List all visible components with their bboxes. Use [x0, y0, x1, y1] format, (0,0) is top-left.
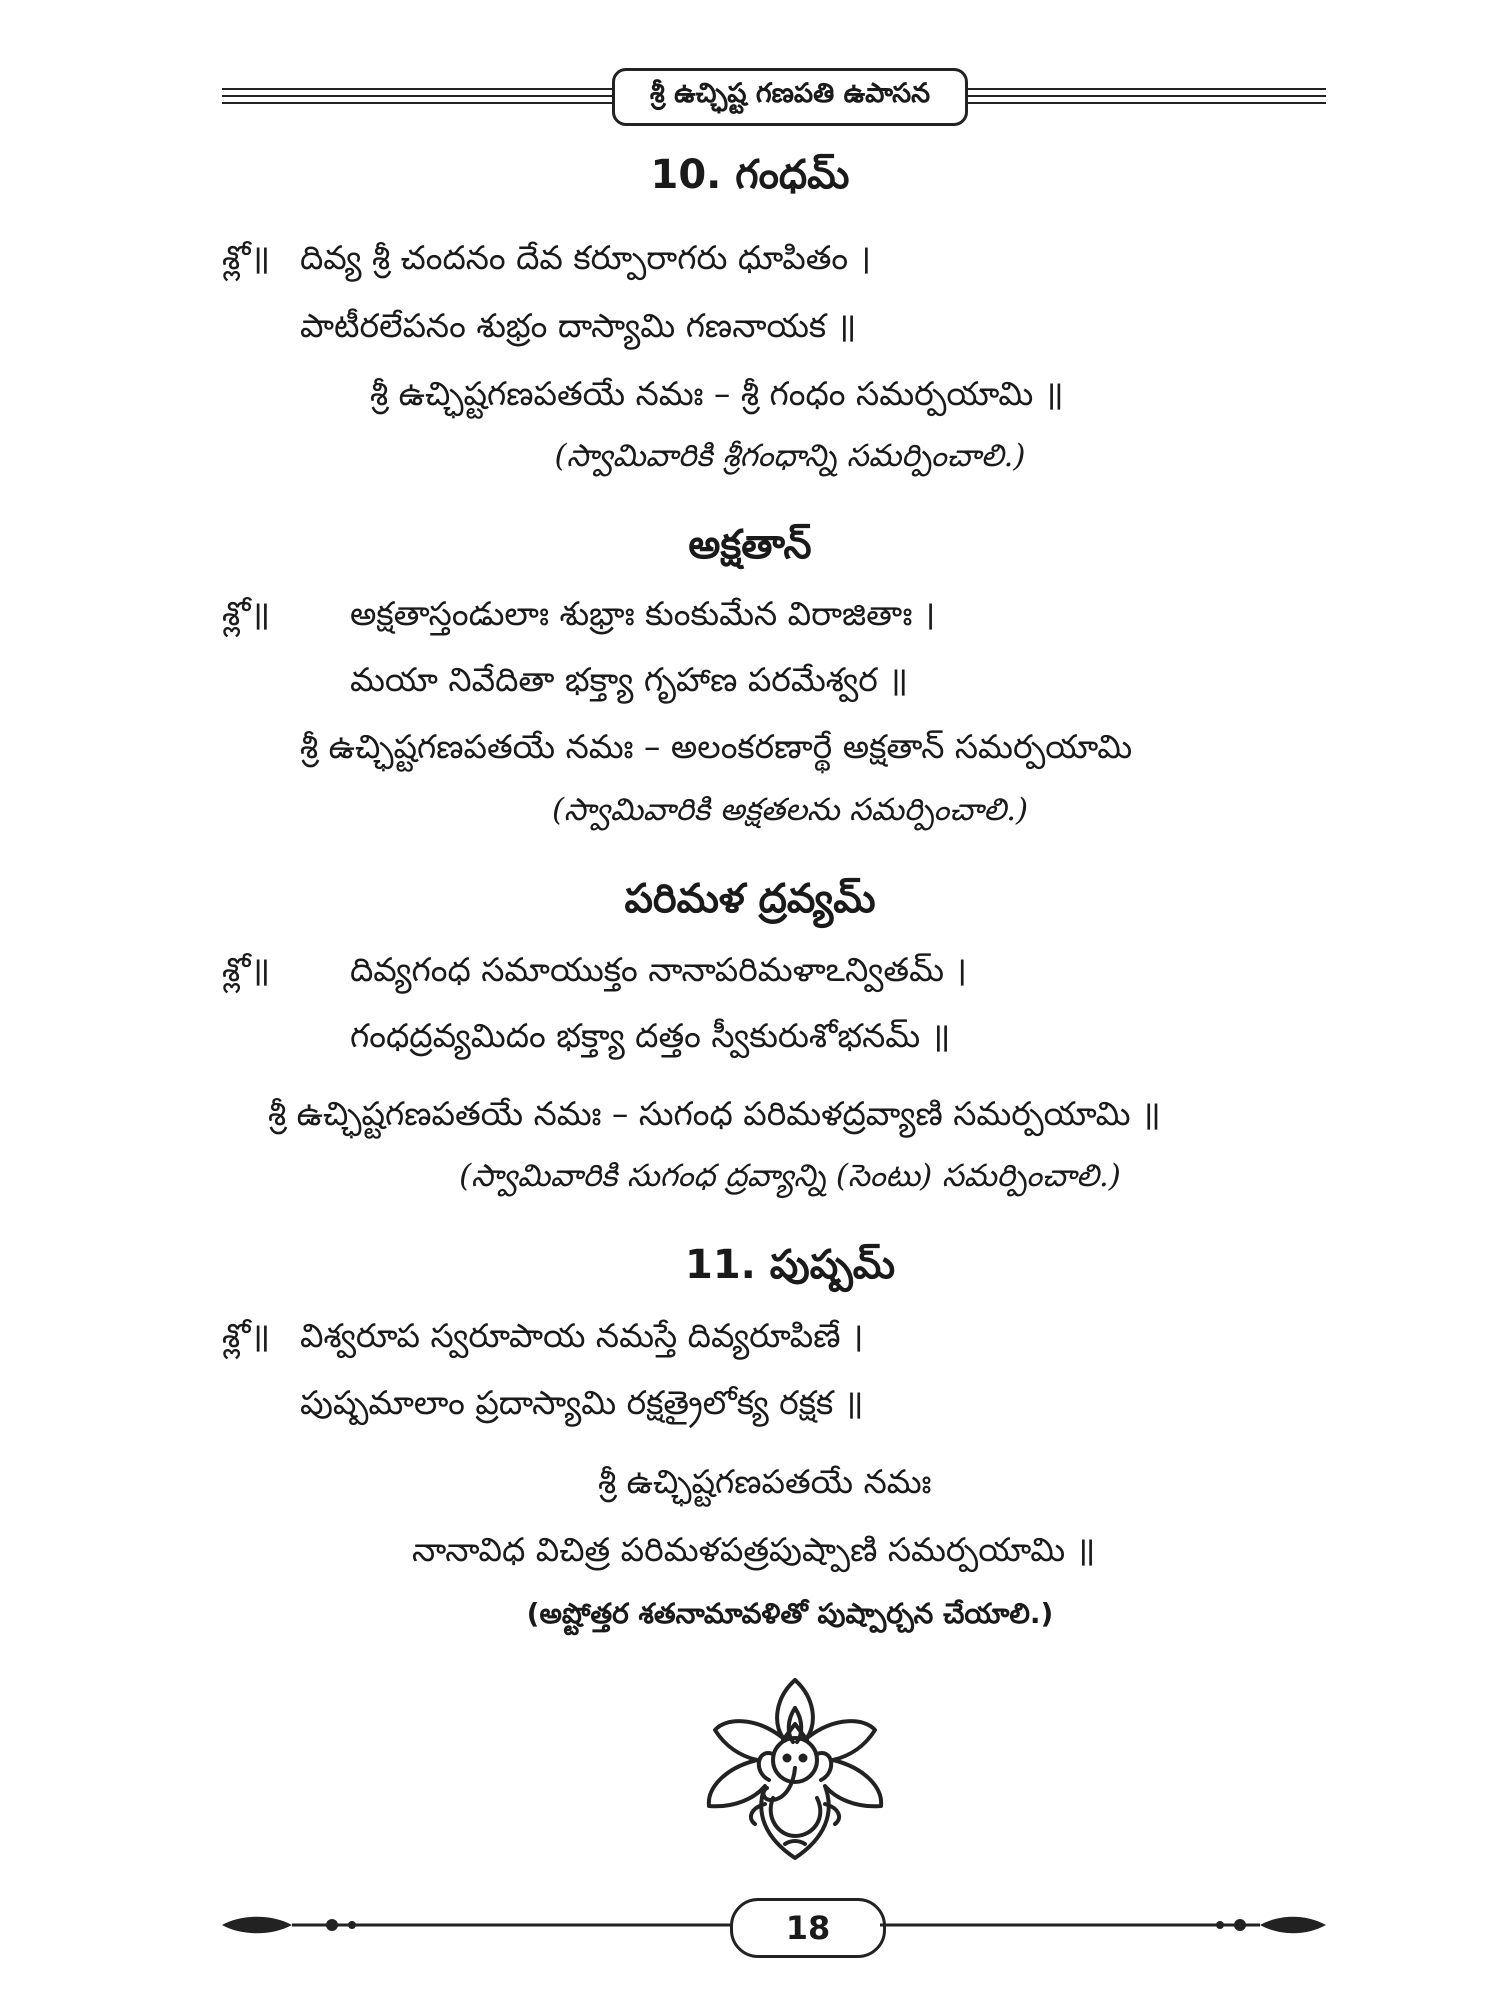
header-rule-right-1: [962, 88, 1326, 90]
mantra-line: శ్రీ ఉచ్ఛిష్టగణపతయే నమః – శ్రీ గంధం సమర్పయామి ॥: [370, 374, 1064, 413]
mantra-line: నానావిధ విచిత్ర పరిమళపత్రపుష్పాణి సమర్పయామి ॥: [412, 1530, 1096, 1569]
verse-line: గంధద్రవ్యమిదం భక్త్యా దత్తం స్వీకురుశోభనమ్ ॥: [350, 1016, 951, 1055]
verse-line: దివ్య శ్రీ చందనం దేవ కర్పూరాగరు ధూపితం ।: [300, 238, 872, 277]
instruction-note: (స్వామివారికి సుగంధ ద్రవ్యాన్ని (సెంటు) సమర్పించాలి.): [459, 1158, 1121, 1194]
header-rule-left-3: [222, 102, 612, 104]
header-rule-right-2: [962, 95, 1326, 97]
ganesha-lotus-illustration: [695, 1668, 895, 1868]
section-heading-akshatan: అక్షతాన్: [688, 522, 812, 568]
shloka-marker: శ్లో॥: [222, 1316, 271, 1355]
verse-line: మయా నివేదితా భక్త్యా గృహాణ పరమేశ్వర ॥: [350, 660, 909, 699]
shloka-marker: శ్లో॥: [222, 594, 271, 633]
verse-line: దివ్యగంధ సమాయుక్తం నానాపరిమళాఽన్వితమ్ ।: [350, 950, 967, 989]
shloka-marker: శ్లో॥: [222, 238, 271, 277]
verse-line: అక్షతాస్తండులాః శుభ్రాః కుంకుమేన విరాజితాః ।: [350, 594, 936, 633]
instruction-note: (అష్టోత్తర శతనామావళితో పుష్పార్చన చేయాలి.): [526, 1597, 1054, 1630]
header-rule-right-3: [962, 102, 1326, 104]
footer-ornament-right: [880, 1900, 1326, 1950]
section-heading-pushpam: 11. పుష్పమ్: [684, 1242, 896, 1288]
verse-line: పాటీరలేపనం శుభ్రం దాస్యామి గణనాయక ॥: [300, 306, 857, 345]
shloka-marker: శ్లో॥: [222, 950, 271, 989]
verse-line: పుష్పమాలాం ప్రదాస్యామి రక్షత్రైలోక్య రక్షక ॥: [300, 1383, 864, 1422]
instruction-note: (స్వామివారికి శ్రీగంధాన్ని సమర్పించాలి.): [554, 438, 1026, 474]
mantra-line: శ్రీ ఉచ్ఛిష్టగణపతయే నమః: [598, 1462, 932, 1501]
page-number: 18: [730, 1898, 886, 1958]
instruction-note: (స్వామివారికి అక్షతలను సమర్పించాలి.): [551, 792, 1029, 828]
header-rule-left-1: [222, 88, 612, 90]
header-rule-left-2: [222, 95, 612, 97]
footer-ornament-left: [222, 1900, 732, 1950]
section-heading-gandham: 10. గంధమ్: [650, 152, 850, 198]
verse-line: విశ్వరూప స్వరూపాయ నమస్తే దివ్యరూపిణే ।: [300, 1316, 864, 1355]
mantra-line: శ్రీ ఉచ్ఛిష్టగణపతయే నమః – సుగంధ పరిమళద్రవ్యాణి సమర్పయామి ॥: [268, 1094, 1161, 1133]
mantra-line: శ్రీ ఉచ్ఛిష్టగణపతయే నమః – అలంకరణార్థే అక్షతాన్ సమర్పయామి: [300, 727, 1133, 766]
section-heading-parimala-dravyam: పరిమళ ద్రవ్యమ్: [624, 876, 876, 922]
running-header-title: శ్రీ ఉచ్ఛిష్ట గణపతి ఉపాసన: [612, 68, 968, 126]
